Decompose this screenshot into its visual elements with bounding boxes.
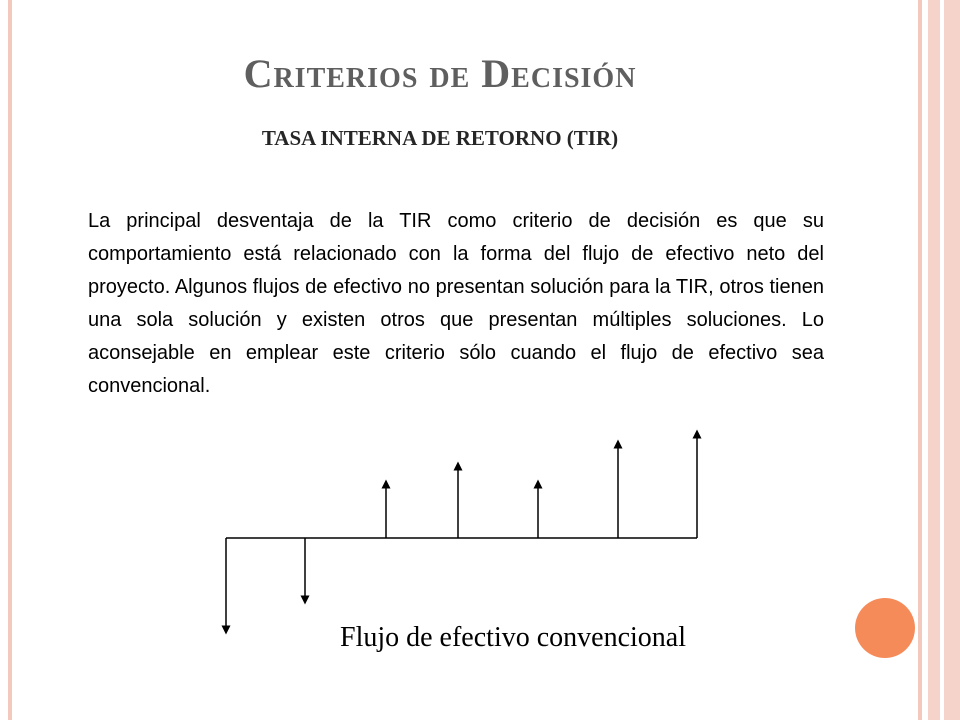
diagram-caption: Flujo de efectivo convencional bbox=[340, 622, 686, 653]
slide-title: Criterios de Decisión bbox=[243, 51, 637, 96]
right-border-stripe bbox=[918, 0, 922, 720]
right-border-stripe bbox=[928, 0, 940, 720]
body-paragraph: La principal desventaja de la TIR como criterio de decisión es que su comportamiento está relacionado con la forma del flujo de efectivo neto del proyecto. Algunos flujos de efectivo no presentan solución para la TIR, otros tienen una sola solución y existen otros que presentan múltiples soluciones. Lo aconsejable en emplear este criterio sólo cuando el flujo de efectivo sea convencional. bbox=[88, 210, 824, 397]
left-border-stripe bbox=[8, 0, 12, 720]
decorative-circle bbox=[855, 598, 915, 658]
right-border-stripe bbox=[944, 0, 960, 720]
slide-subtitle: TASA INTERNA DE RETORNO (TIR) bbox=[261, 126, 619, 150]
cash-flow-diagram bbox=[200, 420, 720, 640]
